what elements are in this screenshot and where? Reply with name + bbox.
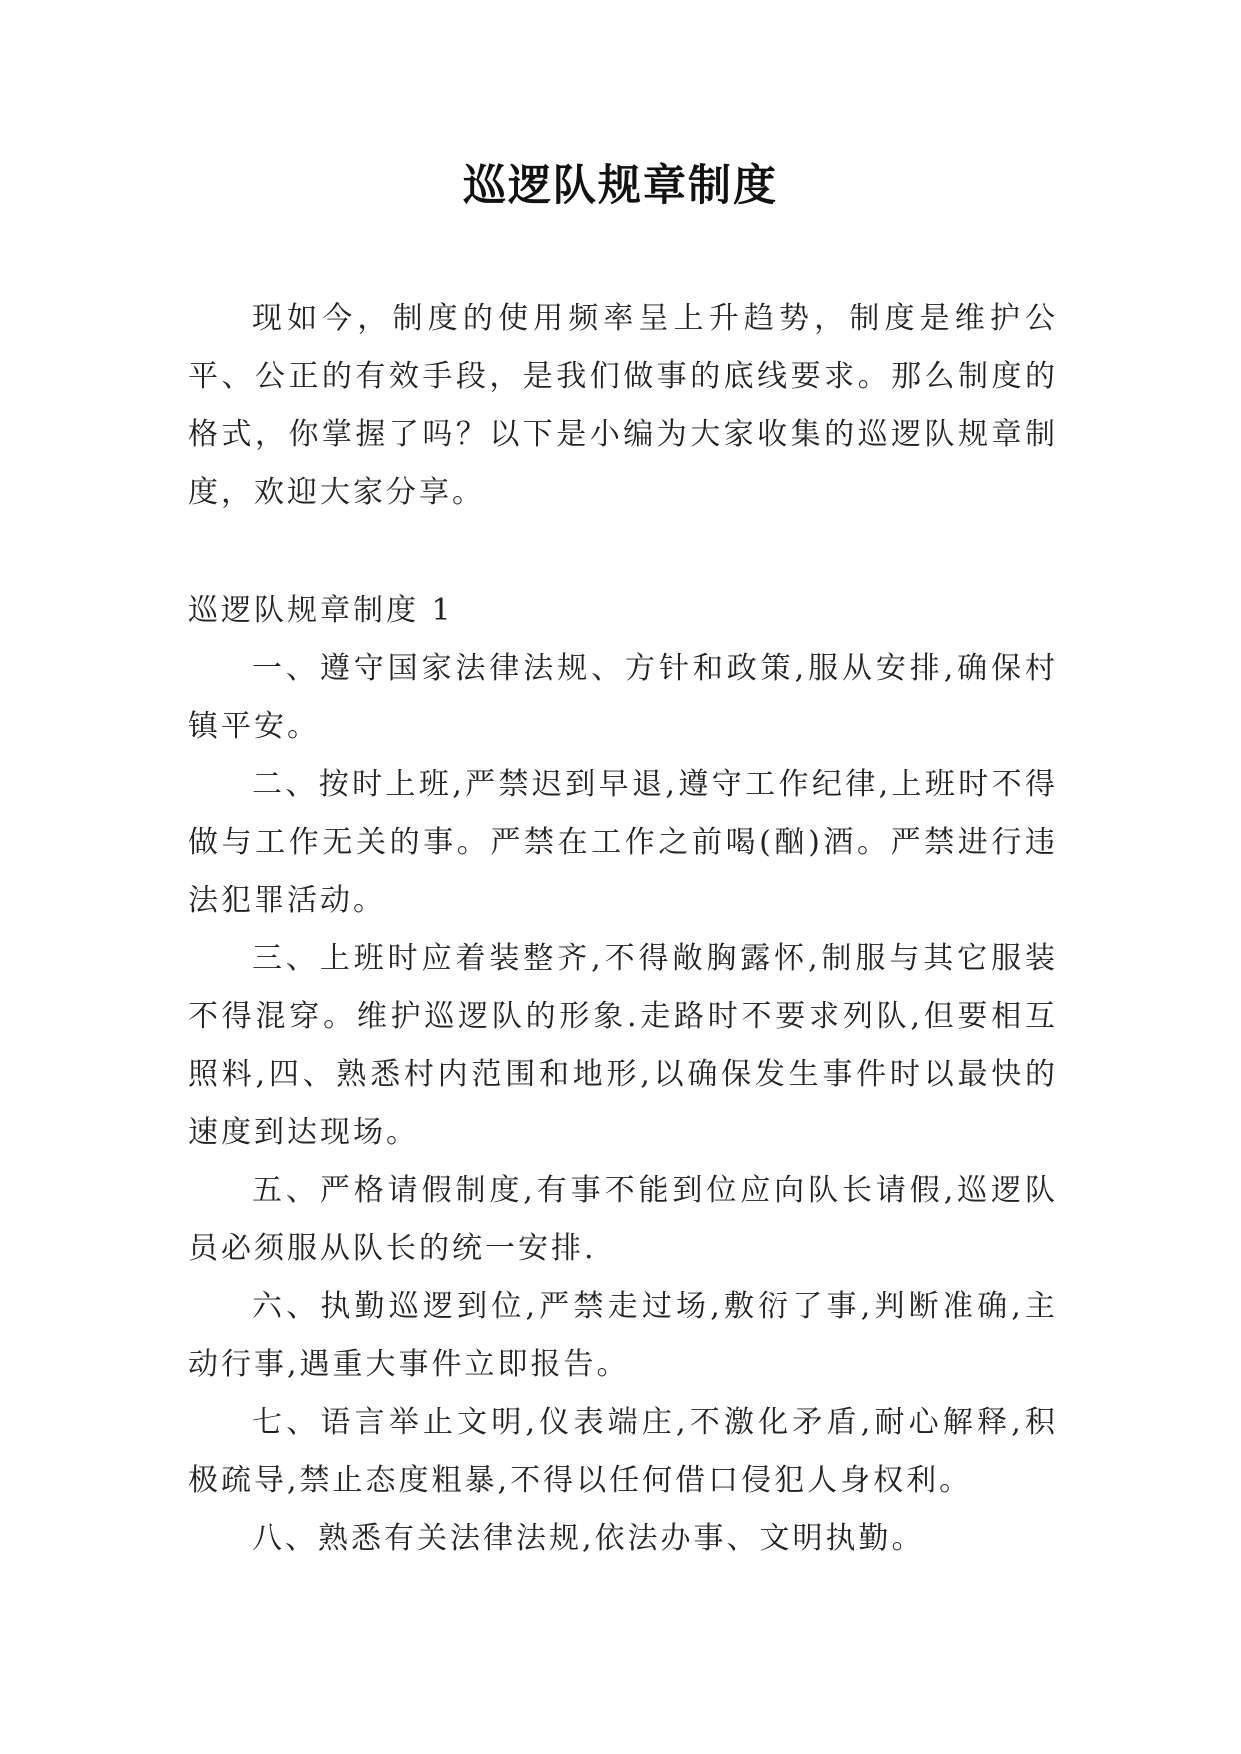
intro-text: 现如今，制度的使用频率呈上升趋势，制度是维护公平、公正的有效手段，是我们做事的底线要求。那么制度的格式，你掌握了吗？以下是小编为大家收集的巡逻队规章制度，欢迎大家分享。	[188, 301, 1058, 510]
page-title: 巡逻队规章制度	[463, 161, 778, 211]
rule-item: 八、熟悉有关法律法规,依法办事、文明执勤。	[252, 1521, 925, 1556]
rule-item: 六、执勤巡逻到位,严禁走过场,敷衍了事,判断准确,主动行事,遇重大事件立即报告。	[188, 1289, 1058, 1382]
rule-item: 一、遵守国家法律法规、方针和政策,服从安排,确保村镇平安。	[188, 651, 1058, 744]
rule-item: 五、严格请假制度,有事不能到位应向队长请假,巡逻队员必须服从队长的统一安排.	[188, 1173, 1058, 1266]
intro-paragraph	[188, 290, 1058, 522]
rule-item: 七、语言举止文明,仪表端庄,不激化矛盾,耐心解释,积极疏导,禁止态度粗暴,不得以任何借口侵犯人身权利。	[188, 1405, 1058, 1498]
rule-item: 三、上班时应着装整齐,不得敞胸露怀,制服与其它服装不得混穿。维护巡逻队的形象.走路时不要求列队,但要相互照料,四、熟悉村内范围和地形,以确保发生事件时以最快的速度到达现场。	[188, 941, 1058, 1150]
rule-item: 二、按时上班,严禁迟到早退,遵守工作纪律,上班时不得做与工作无关的事。严禁在工作之前喝(酗)酒。严禁进行违法犯罪活动。	[188, 767, 1058, 918]
section-title: 巡逻队规章制度 1	[188, 593, 454, 628]
rules-list	[188, 640, 1058, 1568]
